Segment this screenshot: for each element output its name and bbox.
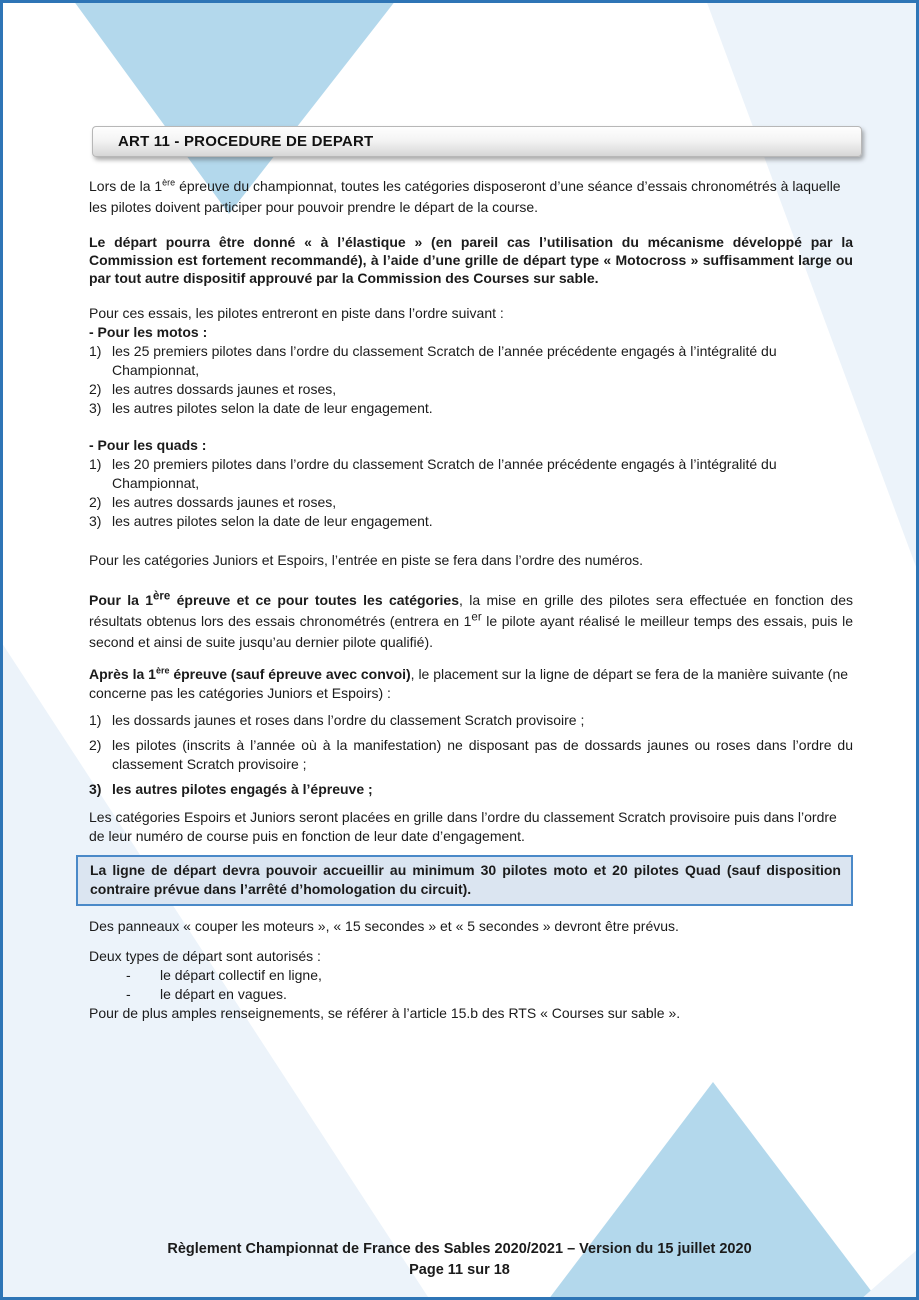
list-item — [89, 342, 853, 380]
list-item — [89, 512, 853, 531]
premiere-lead-pre: Pour la 1 — [89, 592, 154, 608]
quads-list-label: - Pour les quads : — [89, 437, 207, 453]
espoirs-paragraph: Les catégories Espoirs et Juniors seront placées en grille dans l’ordre du classement Scratch provisoire puis dans l’ordre de leur numéro de course puis en fonction de leur date d’engagement. — [89, 809, 837, 844]
list-item — [126, 966, 853, 985]
premiere-end: le pilote ayant réalisé le meilleur temps des essais, puis le second et ainsi de suite jusqu’au dernier pilote qualifié). — [89, 613, 853, 650]
placement-list — [89, 711, 853, 799]
list-item-number: 2) — [89, 381, 102, 397]
essais-intro-paragraph: Pour ces essais, les pilotes entreront en piste dans l’ordre suivant : — [89, 305, 504, 321]
list-item-number: 2) — [89, 494, 102, 510]
list-item — [126, 985, 853, 1004]
page-content — [3, 126, 916, 1023]
motos-list-label: - Pour les motos : — [89, 324, 208, 340]
premiere-mid: , la mise en grille des pilotes sera effectuée en fonction des résultats obtenus lors des essais chronométrés (entrera en 1 — [89, 592, 853, 629]
premiere-epreuve-paragraph — [89, 590, 853, 653]
list-item — [89, 780, 853, 799]
list-item-text: le départ collectif en ligne, — [160, 967, 322, 983]
list-item-text: les autres dossards jaunes et roses, — [112, 381, 337, 397]
list-item — [89, 399, 853, 418]
premiere-bold-lead — [89, 592, 459, 608]
apres-lead-post: épreuve (sauf épreuve avec convoi) — [169, 666, 411, 682]
rts-reference-paragraph: Pour de plus amples renseignements, se référer à l’article 15.b des RTS « Courses sur sable ». — [89, 1005, 681, 1021]
intro-text-post: épreuve du championnat, toutes les catégories disposeront d’une séance d’essais chronométrés à laquelle les pilotes doivent participer pour pouvoir prendre le départ de la course. — [89, 178, 841, 215]
elastic-start-paragraph: Le départ pourra être donné « à l’élastique » (en pareil cas l’utilisation du mécanisme développé par la Commission est fortement recommandé), à l’aide d’une grille de départ type « Motocross » suffisamment large ou par tout autre dispositif approuvé par la Commission des Courses sur sable. — [89, 234, 853, 286]
list-item-text: les 25 premiers pilotes dans l’ordre du classement Scratch de l’année précédente engagés à l’intégralité du Championnat, — [112, 343, 777, 378]
list-item-number: 3) — [89, 513, 102, 529]
apres-epreuve-paragraph — [89, 665, 853, 703]
list-item-dash: - — [126, 967, 131, 983]
ordinal-superscript: ère — [155, 665, 170, 676]
footer-document-title: Règlement Championnat de France des Sables 2020/2021 – Version du 15 juillet 2020 — [167, 1241, 752, 1257]
apres-rest: , le placement sur la ligne de départ se fera de la manière suivante (ne concerne pas les catégories Juniors et Espoirs) : — [89, 666, 849, 701]
list-item — [89, 493, 853, 512]
list-item-number: 3) — [89, 781, 102, 797]
footer-page-number: Page 11 sur 18 — [409, 1262, 510, 1278]
premiere-lead-post: épreuve et ce pour toutes les catégories — [170, 592, 459, 608]
list-item-number: 1) — [89, 712, 102, 728]
list-item — [89, 455, 853, 493]
capacity-notice-text: La ligne de départ devra pouvoir accueillir au minimum 30 pilotes moto et 20 pilotes Quad (sauf disposition contraire prévue dans l’arrêté d’homologation du circuit). — [90, 862, 841, 897]
ordinal-superscript: er — [471, 611, 482, 624]
ordinal-superscript: ère — [153, 590, 171, 603]
article-title: ART 11 - PROCEDURE DE DEPART — [118, 133, 374, 150]
apres-lead-pre: Après la 1 — [89, 666, 156, 682]
list-item-number: 1) — [89, 343, 102, 359]
types-depart-intro: Deux types de départ sont autorisés : — [89, 948, 321, 964]
list-item-text: les autres pilotes selon la date de leur engagement. — [112, 400, 433, 416]
quads-list — [89, 455, 853, 531]
list-item-text: les pilotes (inscrits à l’année où à la manifestation) ne disposant pas de dossards jaunes ou roses dans l’ordre du classement Scratch provisoire ; — [112, 737, 853, 772]
list-item — [89, 380, 853, 399]
list-item-number: 2) — [89, 737, 102, 753]
intro-text-pre: Lors de la 1 — [89, 178, 163, 194]
page-footer — [3, 1239, 916, 1281]
intro-paragraph — [89, 176, 853, 218]
types-depart-list — [89, 966, 853, 1004]
list-item-text: le départ en vagues. — [160, 986, 287, 1002]
juniors-paragraph: Pour les catégories Juniors et Espoirs, l’entrée en piste se fera dans l’ordre des numéros. — [89, 552, 644, 568]
capacity-notice-box — [76, 855, 853, 906]
list-item — [89, 711, 853, 730]
list-item-text: les dossards jaunes et roses dans l’ordre du classement Scratch provisoire ; — [112, 712, 585, 728]
panneaux-paragraph: Des panneaux « couper les moteurs », « 15 secondes » et « 5 secondes » devront être prévus. — [89, 918, 679, 934]
motos-list — [89, 342, 853, 418]
list-item-dash: - — [126, 986, 131, 1002]
list-item-text: les autres pilotes engagés à l’épreuve ; — [112, 781, 373, 797]
list-item-text: les 20 premiers pilotes dans l’ordre du classement Scratch de l’année précédente engagés à l’intégralité du Championnat, — [112, 456, 777, 491]
list-item-text: les autres pilotes selon la date de leur engagement. — [112, 513, 433, 529]
ordinal-superscript: ère — [162, 177, 176, 188]
list-item-number: 1) — [89, 456, 102, 472]
list-item-number: 3) — [89, 400, 102, 416]
list-item — [89, 736, 853, 774]
apres-bold-lead — [89, 666, 411, 682]
list-item-text: les autres dossards jaunes et roses, — [112, 494, 337, 510]
article-title-bar — [92, 126, 862, 157]
